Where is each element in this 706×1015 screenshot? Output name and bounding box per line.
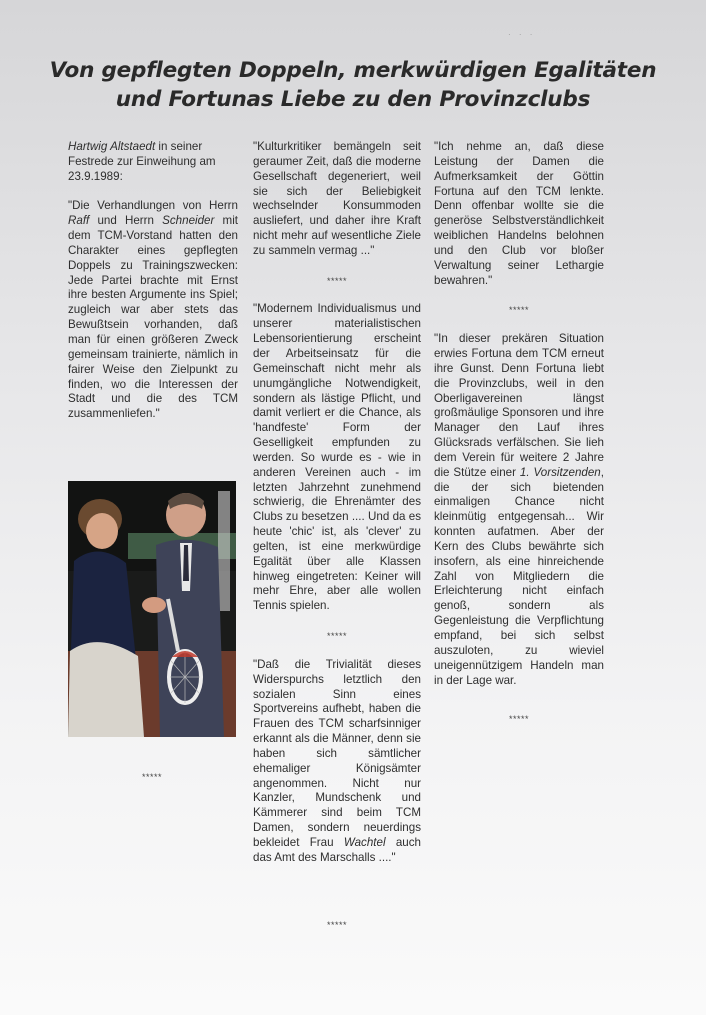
title-line-1: Von gepflegten Doppeln, merkwürdigen Egalitäten bbox=[49, 58, 657, 83]
quote-paragraph bbox=[434, 332, 604, 688]
quote-text: "In dieser prekären Situation erwies Fortuna dem TCM erneut ihre Gunst. Denn Fortuna liebt die Provinzclubs, weil in den Oberligavereinen längst großmäulige Sponsoren und ihre Manager den Lauf ihres Glücksrads verfälschen. Sie lieh dem Verein für weitere 2 Jahre die Stütze einer bbox=[434, 332, 604, 479]
section-divider: ***** bbox=[326, 920, 347, 930]
author-name: Hartwig Altstaedt bbox=[68, 140, 156, 153]
photo-handshake bbox=[68, 481, 236, 737]
article-title bbox=[0, 56, 706, 114]
quote-paragraph bbox=[68, 199, 238, 422]
section-divider: ***** bbox=[326, 275, 347, 286]
column-2 bbox=[253, 140, 421, 881]
intro-text: in seiner Festrede zur Einweihung am 23.9.1989: bbox=[68, 140, 216, 183]
section-divider: ***** bbox=[326, 631, 347, 641]
quote-text: und Herrn bbox=[89, 214, 163, 228]
photo-illustration bbox=[68, 481, 236, 737]
quote-paragraph: "Modernem Individualismus und unserer materialistischen Lebensorientierung erscheint der Arbeitseinsatz für die Gemeinschaft nicht mehr als unumgängliche Notwendigkeit, sondern als lästige Pflicht, und damit verliert er die Chance, als 'handfeste' Form der Geselligkeit empfunden zu werden. So wurde es - wie in anderen Vereinen auch - im letzten Jahrzehnt zunehmend schwierig, die Ehrenämter des Clubs zu besetzen .... Und da es heute 'chic' ist, als 'clever' zu gelten, ist eine merkwürdige Egalität über alle Klassen hinweg eingetreten: Keiner will mehr Ehre, aber alle wollen Tennis spielen. bbox=[253, 302, 421, 613]
name-schneider: Schneider bbox=[162, 214, 215, 228]
title-line-2: und Fortunas Liebe zu den Provinzclubs bbox=[115, 87, 591, 112]
quote-text: auch das Amt des Marschalls ...." bbox=[253, 835, 421, 864]
section-divider: ***** bbox=[508, 305, 529, 316]
column-1 bbox=[68, 140, 238, 437]
section-divider: ***** bbox=[141, 772, 162, 782]
quote-paragraph: "Kulturkritiker bemängeln seit geraumer Zeit, daß die moderne Gesellschaft degeneriert, weil sie sich der Beliebigkeit wechselnder Konsummoden ausliefert, und daher ihre Kraft nicht mehr auf wesentliche Ziele zu sammeln vermag ..." bbox=[253, 140, 421, 257]
column-3 bbox=[434, 140, 604, 703]
quote-paragraph bbox=[253, 658, 421, 866]
quote-text: "Die Verhandlungen von Herrn bbox=[68, 199, 238, 213]
quote-text: , die der sich bietenden einmaligen Chance nicht kleinmütig entgegensah... Wir konnten aufatmen. Aber der Kern des Clubs bewährte sich insofern, als eine hinreichende Zahl von Mitgliedern die Erleichterung nicht einfach genoß, sondern als Gegenleistung die Verpflichtung empfand, bei sich selbst auszuloten, zu wieviel uneigennützigem Handeln man in der Lage war. bbox=[434, 465, 604, 687]
name-raff: Raff bbox=[68, 214, 90, 228]
quote-text: mit dem TCM-Vorstand hatten den Charakter eines gepflegten Doppels zu Trainingszwecken: Jede Partei brachte mit Ernst ihre besten Argumente ins Spiel; zugleich war aber stets das Bewußtsein vorhanden, daß man für einen größeren Zweck gemeinsam trainierte, nämlich in fairer Weise den Zielpunkt zu finden, wo die Interessen der Stadt und die des TCM zusammenliefen." bbox=[68, 214, 238, 421]
section-divider: ***** bbox=[508, 714, 529, 724]
title-vorsitzende: 1. Vorsitzenden bbox=[519, 465, 601, 479]
intro-paragraph bbox=[68, 140, 238, 185]
name-wachtel: Wachtel bbox=[343, 835, 386, 849]
scan-specks: · · · bbox=[508, 30, 536, 39]
quote-text: "Daß die Trivialität dieses Widerspurchs letztlich den sozialen Sinn eines Sportvereins aufhebt, haben die Frauen des TCM scharfsinniger erkannt als die Männer, denn sie haben sich sämtlicher ehemaliger Königsämter angenommen. Nicht nur Kanzler, Mundschenk und Kämmerer sind beim TCM Damen, sondern neuerdings bekleidet Frau bbox=[253, 657, 421, 849]
quote-paragraph: "Ich nehme an, daß diese Leistung der Damen die Aufmerksamkeit der Göttin Fortuna auf den TCM lenkte. Denn offenbar wollte sie die generöse Selbstverständlichkeit weiblichen Handelns belohnen und den Club vor bloßer Verwaltung seiner Lethargie bewahren." bbox=[434, 140, 604, 287]
